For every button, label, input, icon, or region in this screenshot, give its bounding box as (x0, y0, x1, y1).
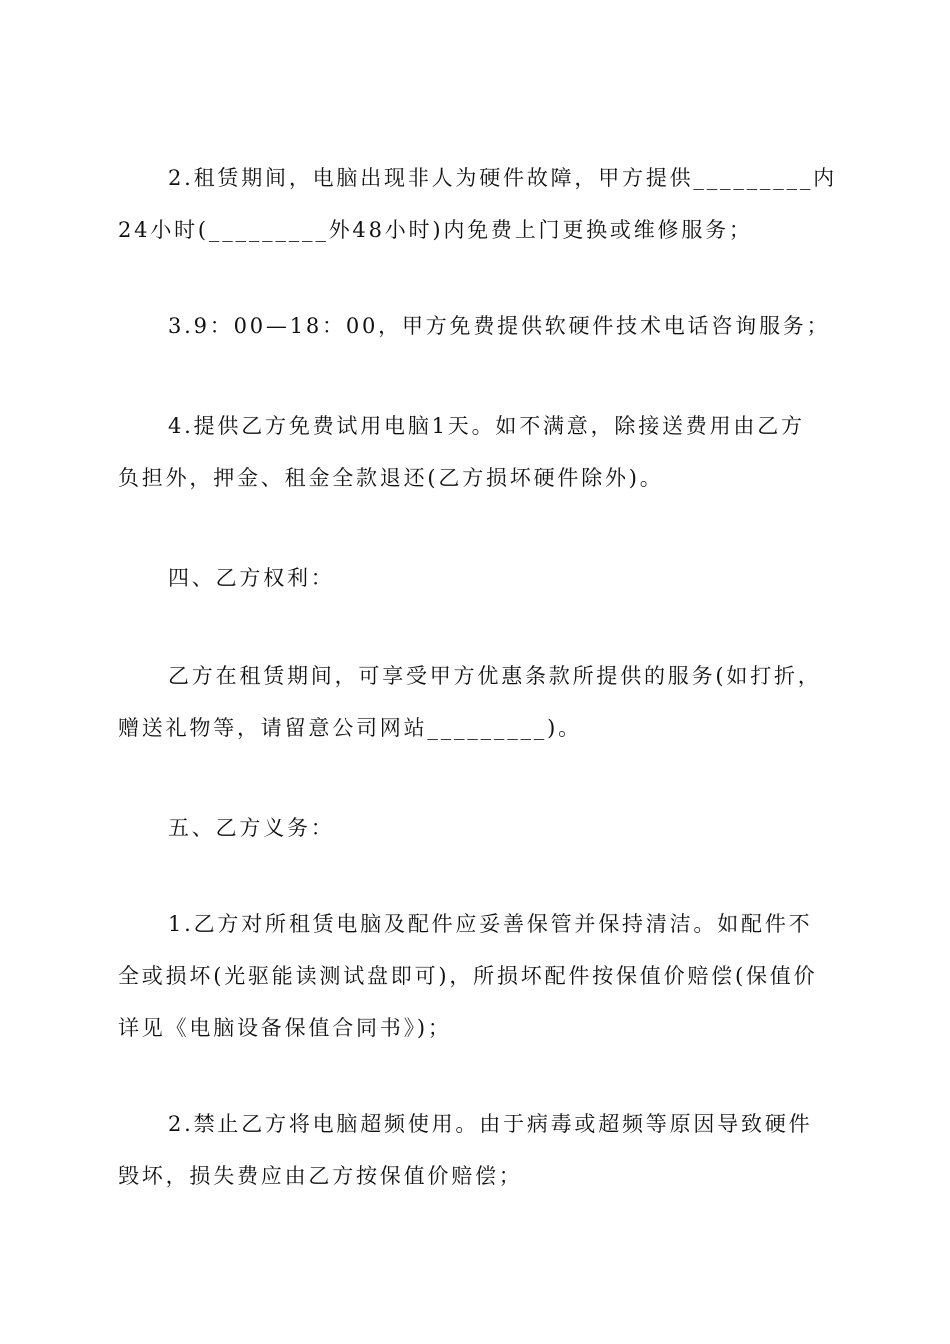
paragraph-clause-5-1 (118, 898, 832, 1054)
paragraph-clause-3-4 (118, 400, 832, 504)
text-line: 2.禁止乙方将电脑超频使用。由于病毒或超频等原因导致硬件 (168, 1112, 813, 1136)
text-line: 五、乙方义务： (168, 816, 335, 840)
text-line: 24小时(_________外48小时)内免费上门更换或维修服务； (118, 218, 753, 242)
paragraph-clause-3-2 (118, 152, 837, 256)
paragraph-rights-body (118, 650, 832, 754)
text-line: 负担外，押金、租金全款退还(乙方损坏硬件除外)。 (118, 466, 664, 490)
text-line: 毁坏，损失费应由乙方按保值价赔偿； (118, 1164, 523, 1188)
text-line: 乙方在租赁期间，可享受甲方优惠条款所提供的服务(如打折， (168, 664, 822, 688)
text-line: 赠送礼物等，请留意公司网站_________)。 (118, 716, 582, 740)
text-line: 3.9：00—18：00，甲方免费提供软硬件技术电话咨询服务； (168, 314, 831, 338)
text-line: 四、乙方权利： (168, 566, 335, 590)
text-line: 全或损坏(光驱能读测试盘即可)，所损坏配件按保值价赔偿(保值价 (118, 964, 818, 988)
text-line: 详见《电脑设备保值合同书》)； (118, 1016, 452, 1040)
section-heading-obligations (118, 802, 832, 854)
text-line: 2.租赁期间，电脑出现非人为硬件故障，甲方提供_________内 (168, 166, 837, 190)
text-line: 1.乙方对所租赁电脑及配件应妥善保管并保持清洁。如配件不 (168, 912, 813, 936)
section-heading-rights (118, 552, 832, 604)
paragraph-clause-3-3 (118, 300, 832, 352)
text-line: 4.提供乙方免费试用电脑1天。如不满意，除接送费用由乙方 (168, 414, 805, 438)
paragraph-clause-5-2 (118, 1098, 832, 1202)
